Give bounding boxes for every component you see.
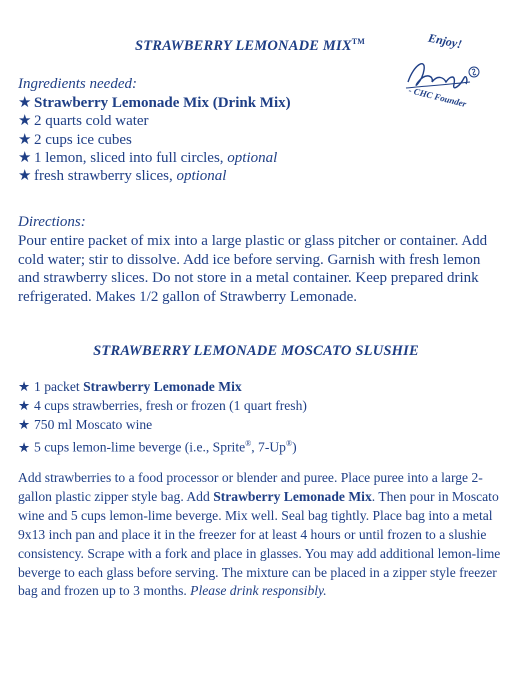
ingredient-text: 5 cups lemon-lime beverge (i.e., Sprite [34, 439, 246, 455]
optional-note: optional [227, 149, 278, 166]
slushie-ingredients-list [18, 377, 307, 457]
ingredient-text: 750 ml Moscato wine [34, 417, 153, 432]
list-item [18, 396, 307, 415]
ingredient-text: 1 packet [34, 379, 84, 394]
list-item [18, 415, 307, 434]
ingredient-text: ) [292, 439, 297, 455]
ingredient-text: Strawberry Lemonade Mix (Drink Mix) [34, 95, 291, 111]
list-item [18, 112, 291, 130]
ingredient-text: , 7-Up [251, 439, 286, 455]
list-item [18, 377, 307, 396]
star-icon: ★ [18, 379, 31, 394]
star-icon: ★ [18, 417, 31, 432]
recipe-title-text: STRAWBERRY LEMONADE MIX [134, 37, 352, 54]
ingredient-text: 2 cups ice cubes [34, 131, 132, 148]
star-icon: ★ [18, 398, 31, 413]
slushie-title: STRAWBERRY LEMONADE MOSCATO SLUSHIE [93, 343, 419, 359]
list-item [18, 434, 307, 457]
ingredient-brand: Strawberry Lemonade Mix [83, 379, 242, 394]
registered-mark: ® [245, 439, 252, 448]
directions-text: Pour entire packet of mix into a large plastic or glass pitcher or container. Add cold water; stir to dissolve. Add ice before serving. Garnish with fresh lemon and strawberry slices. Do not store in a metal container. Keep prepared drink refrigerated. Makes 1/2 gallon of Strawberry Lemonade. [18, 233, 488, 306]
slushie-text: . Then pour in Moscato wine and 5 cups lemon-lime beverge. Mix well. Seal bag tightly. Place bag into a metal 9x13 inch pan and place it in the freezer for at least 4 hours or until frozen to a slushie consistency. Scrape with a fork and place in glasses. You may add additional lemon-lime beverge to each glass before serving. The mixture can be placed in a zipper style freezer bag and frozen up to 3 months. [18, 488, 501, 599]
star-icon: ★ [18, 95, 32, 111]
list-item [18, 149, 291, 167]
ingredient-text: 2 quarts cold water [34, 113, 149, 130]
slushie-brand: Strawberry Lemonade Mix [213, 488, 372, 504]
star-icon: ★ [18, 149, 32, 166]
enjoy-text: Enjoy! [427, 30, 464, 52]
list-item [18, 167, 291, 185]
ingredient-text: 1 lemon, sliced into full circles, [34, 149, 228, 166]
directions-heading: Directions: [18, 214, 86, 230]
star-icon: ★ [18, 439, 31, 455]
ingredient-text: 4 cups strawberries, fresh or frozen (1 quart fresh) [34, 398, 307, 413]
ingredients-list [18, 94, 291, 185]
founder-signature [398, 28, 513, 120]
list-item [18, 131, 291, 149]
slushie-text: Add strawberries to a food processor or blender and puree. Place puree into a large 2-gallon plastic zipper style bag. Add [18, 470, 483, 504]
registered-mark: ® [285, 439, 293, 448]
drink-responsibly-note: Please drink responsibly. [190, 583, 327, 599]
trademark: TM [351, 37, 366, 46]
star-icon: ★ [18, 131, 32, 148]
slushie-directions [18, 469, 508, 601]
founder-text: - CHC Founder [407, 85, 468, 109]
star-icon: ★ [18, 168, 32, 185]
list-item [18, 94, 291, 112]
ingredients-heading: Ingredients needed: [18, 76, 137, 92]
ingredient-text: fresh strawberry slices, [34, 168, 177, 185]
star-icon: ★ [18, 113, 32, 130]
optional-note: optional [176, 168, 227, 185]
